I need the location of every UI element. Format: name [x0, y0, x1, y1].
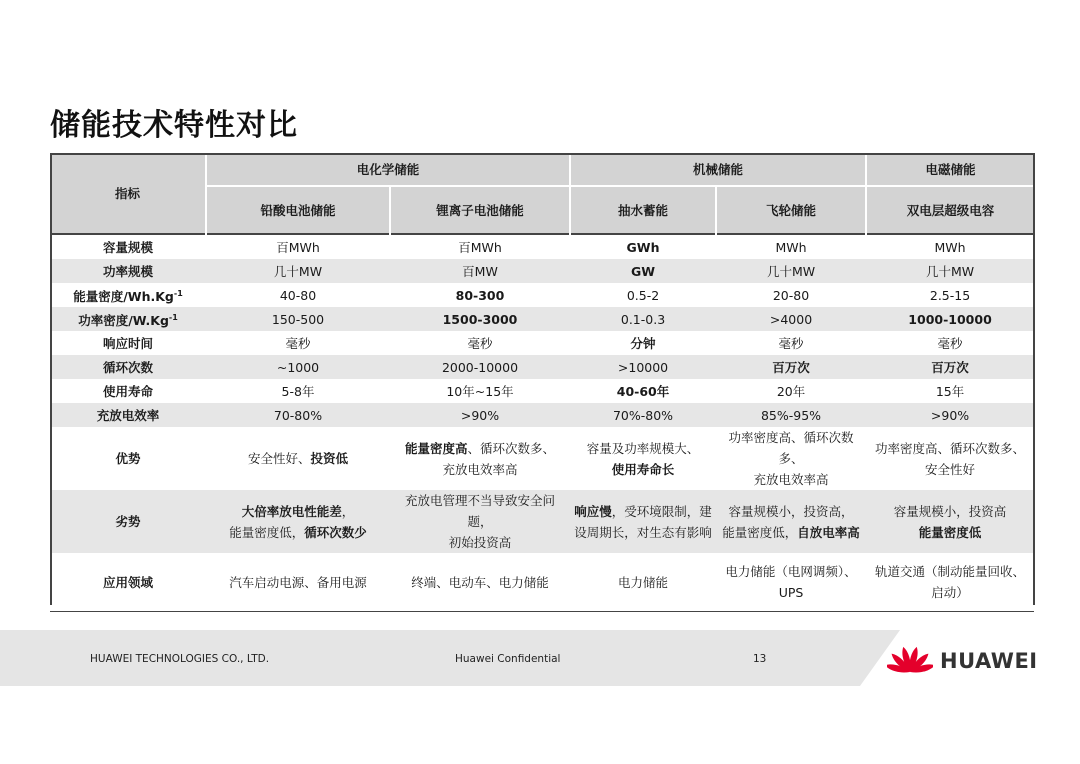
- table-cell: 终端、电动车、电力储能: [390, 553, 570, 612]
- table-cell: 15年: [935, 383, 965, 399]
- table-cell: 40-60年: [616, 383, 670, 399]
- table-cell: MWh: [716, 234, 866, 259]
- group-header-electrochemical: 电化学储能: [206, 153, 570, 186]
- table-row: [50, 553, 1034, 612]
- table-cell: 毫秒: [467, 335, 493, 351]
- row-label: 优势: [115, 451, 141, 467]
- table-cell: 毫秒: [778, 335, 804, 351]
- table-row: [50, 427, 1034, 490]
- group-header-mechanical: 机械储能: [570, 153, 866, 186]
- row-label: 使用寿命: [102, 383, 153, 399]
- tech-header-lead-acid: 铅酸电池储能: [206, 186, 390, 234]
- table-cell: 几十MW: [866, 259, 1034, 283]
- table-cell: 80-300: [455, 287, 505, 303]
- table-cell: 70-80%: [206, 403, 390, 427]
- confidential-label: Huawei Confidential: [455, 653, 561, 665]
- table-cell: 5-8年: [281, 383, 315, 399]
- table-cell: 百MWh: [390, 234, 570, 259]
- table-cell: 1500-3000: [390, 307, 570, 331]
- table-cell: 容量规模小，投资高 能量密度低: [866, 490, 1034, 553]
- page-title: 储能技术特性对比: [50, 108, 298, 143]
- comparison-table: [50, 153, 1034, 612]
- table-row: [50, 403, 1034, 427]
- row-label: 容量规模: [50, 234, 206, 259]
- table-row: [50, 331, 1034, 355]
- table-row: [50, 490, 1034, 553]
- table-cell: 轨道交通（制动能量回收、 启动）: [866, 553, 1034, 612]
- table-cell: >90%: [390, 403, 570, 427]
- table-cell: 10年~15年: [446, 383, 514, 399]
- index-header: 指标: [50, 153, 206, 234]
- table-cell: 百万次: [866, 355, 1034, 379]
- table-cell: GW: [570, 259, 716, 283]
- table-cell: 20年: [776, 383, 806, 399]
- table-cell: ~1000: [206, 355, 390, 379]
- table-border-left: [50, 153, 52, 605]
- table-cell: >4000: [716, 307, 866, 331]
- table-cell: 几十MW: [716, 259, 866, 283]
- table-cell: GWh: [570, 234, 716, 259]
- row-label: 功率规模: [50, 259, 206, 283]
- table-cell: 百MW: [390, 259, 570, 283]
- table-row: [50, 379, 1034, 403]
- table-cell: 容量规模小，投资高， 能量密度低，自放电率高: [716, 490, 866, 553]
- huawei-flower-logo-icon: [887, 642, 933, 674]
- row-label: 响应时间: [102, 335, 153, 351]
- table-cell: 分钟: [630, 335, 656, 351]
- row-label: 充放电效率: [50, 403, 206, 427]
- table-cell: 大倍率放电性能差， 能量密度低，循环次数少: [206, 490, 390, 553]
- tech-header-lithium-ion: 锂离子电池储能: [390, 186, 570, 234]
- table-cell: 安全性好、投资低: [247, 451, 349, 467]
- table-cell: 响应慢，受环境限制，建 设周期长，对生态有影响: [570, 490, 716, 553]
- table-cell: 功率密度高、循环次数多、 充放电效率高: [728, 430, 854, 488]
- table-cell: 70%-80%: [570, 403, 716, 427]
- page-number: 13: [753, 653, 767, 665]
- table-cell: MWh: [866, 234, 1034, 259]
- row-label: 应用领域: [50, 553, 206, 612]
- table-cell: 汽车启动电源、备用电源: [206, 553, 390, 612]
- table-cell: 百MWh: [206, 234, 390, 259]
- table-cell: 能量密度高、循环次数多、 充放电效率高: [404, 440, 556, 477]
- table-cell: 电力储能: [570, 553, 716, 612]
- table-cell: 容量及功率规模大、 使用寿命长: [586, 440, 700, 477]
- table-cell: 电力储能（电网调频）、 UPS: [716, 553, 866, 612]
- table-cell: 0.1-0.3: [570, 307, 716, 331]
- table-cell: 1000-10000: [866, 307, 1034, 331]
- table-cell: 功率密度高、循环次数多、 安全性好: [875, 440, 1026, 477]
- table-cell: 毫秒: [285, 335, 311, 351]
- table-row: [50, 355, 1034, 379]
- table-cell: 20-80: [772, 287, 810, 303]
- table-border-top: [50, 153, 1034, 155]
- brand-logo-text: HUAWEI: [940, 649, 1038, 673]
- row-label: 能量密度$/Wh.Kg^{-1}$: [73, 289, 183, 305]
- table-cell: 40-80: [279, 287, 317, 303]
- tech-header-supercapacitor: 双电层超级电容: [866, 186, 1034, 234]
- tech-header-pumped-hydro: 抽水蓄能: [570, 186, 716, 234]
- table-cell: 百万次: [716, 355, 866, 379]
- table-row: [50, 259, 1034, 283]
- table-cell: 毫秒: [937, 335, 963, 351]
- table-cell: 充放电管理不当导致安全问题， 初始投资高: [390, 490, 570, 553]
- table-body: [50, 234, 1034, 612]
- table-cell: >10000: [570, 355, 716, 379]
- row-label: 功率密度$/W.Kg^{-1}$: [50, 307, 206, 331]
- row-label: 劣势: [50, 490, 206, 553]
- table-border-right: [1033, 153, 1035, 605]
- table-cell: 几十MW: [206, 259, 390, 283]
- table-row: [50, 234, 1034, 259]
- group-header-electromagnetic: 电磁储能: [866, 153, 1034, 186]
- company-name: HUAWEI TECHNOLOGIES CO., LTD.: [90, 653, 270, 665]
- table-cell: 150-500: [206, 307, 390, 331]
- tech-header-flywheel: 飞轮储能: [716, 186, 866, 234]
- table-cell: 0.5-2: [626, 287, 660, 303]
- table-row: [50, 307, 1034, 331]
- table-cell: >90%: [866, 403, 1034, 427]
- table-row: [50, 283, 1034, 307]
- table-cell: 2000-10000: [390, 355, 570, 379]
- table-cell: 85%-95%: [716, 403, 866, 427]
- table-cell: 2.5-15: [929, 287, 971, 303]
- row-label: 循环次数: [50, 355, 206, 379]
